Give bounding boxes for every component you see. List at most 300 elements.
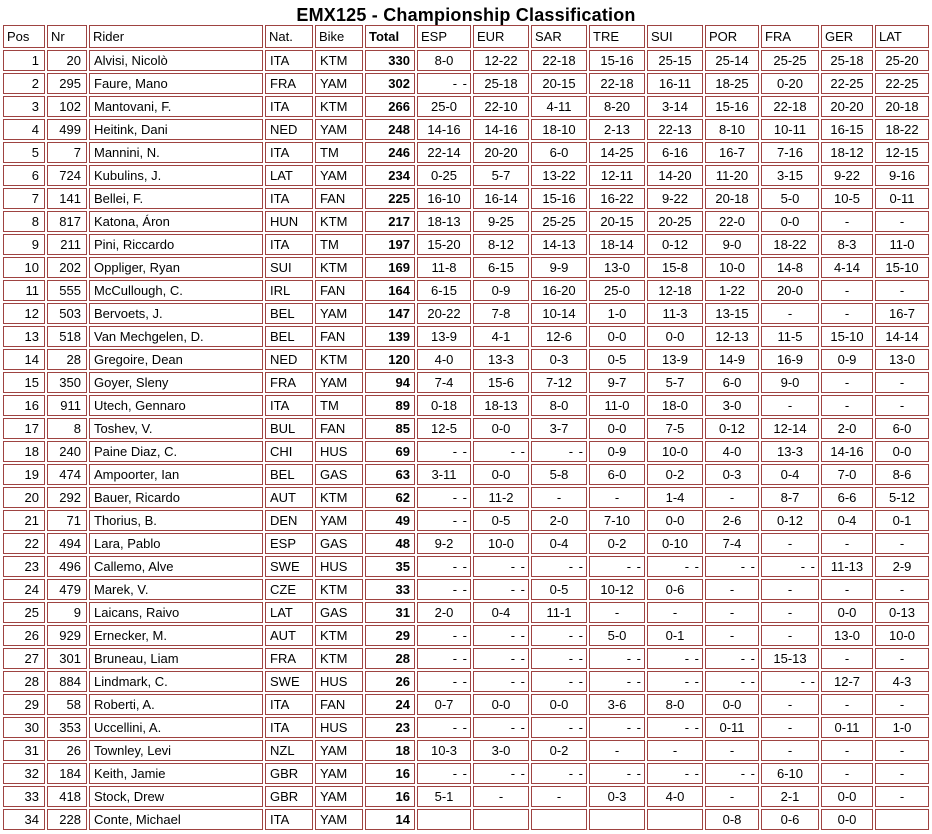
result-cell-eur: 16-14 [473, 188, 529, 209]
nr-cell: 724 [47, 165, 87, 186]
result-cell-tre: - - [589, 717, 645, 738]
rider-cell: Callemo, Alve [89, 556, 263, 577]
bike-cell: KTM [315, 487, 363, 508]
nr-cell: 555 [47, 280, 87, 301]
nat-cell: ITA [265, 234, 313, 255]
result-cell-por: 22-0 [705, 211, 759, 232]
result-cell-ger: 15-10 [821, 326, 873, 347]
pos-cell: 15 [3, 372, 45, 393]
rider-cell: Conte, Michael [89, 809, 263, 830]
result-cell-lat: - [875, 740, 929, 761]
nr-cell: 7 [47, 142, 87, 163]
result-cell-esp: 13-9 [417, 326, 471, 347]
result-cell-eur: 0-9 [473, 280, 529, 301]
result-cell-tre: - - [589, 648, 645, 669]
result-cell-tre: 8-20 [589, 96, 645, 117]
result-cell-lat: 8-6 [875, 464, 929, 485]
bike-cell: HUS [315, 717, 363, 738]
result-cell-esp: 4-0 [417, 349, 471, 370]
rider-cell: Lindmark, C. [89, 671, 263, 692]
nat-cell: SUI [265, 257, 313, 278]
nr-cell: 184 [47, 763, 87, 784]
nr-cell: 503 [47, 303, 87, 324]
result-cell-esp: 12-5 [417, 418, 471, 439]
nr-cell: 884 [47, 671, 87, 692]
rider-cell: Ernecker, M. [89, 625, 263, 646]
nr-cell: 9 [47, 602, 87, 623]
result-cell-ger: - [821, 763, 873, 784]
result-cell-esp: - - [417, 556, 471, 577]
nr-cell: 26 [47, 740, 87, 761]
pos-cell: 30 [3, 717, 45, 738]
result-cell-esp: - - [417, 579, 471, 600]
result-cell-sar: 8-0 [531, 395, 587, 416]
result-cell-sui: - - [647, 717, 703, 738]
bike-cell: YAM [315, 372, 363, 393]
result-cell-lat: 14-14 [875, 326, 929, 347]
result-cell-fra: 0-4 [761, 464, 819, 485]
result-cell-eur: - - [473, 441, 529, 462]
result-cell-por: 0-0 [705, 694, 759, 715]
bike-cell: YAM [315, 809, 363, 830]
result-cell-sar: - - [531, 648, 587, 669]
nat-cell: GBR [265, 786, 313, 807]
result-cell-fra: - [761, 625, 819, 646]
result-cell-eur: - - [473, 556, 529, 577]
nr-cell: 211 [47, 234, 87, 255]
nat-cell: NED [265, 349, 313, 370]
nat-cell: LAT [265, 165, 313, 186]
result-cell-sar: 10-14 [531, 303, 587, 324]
pos-cell: 8 [3, 211, 45, 232]
column-header-sar: SAR [531, 25, 587, 48]
result-cell-lat: 15-10 [875, 257, 929, 278]
nat-cell: ITA [265, 188, 313, 209]
result-cell-por: 7-4 [705, 533, 759, 554]
result-cell-fra: 16-9 [761, 349, 819, 370]
result-cell-por: 16-7 [705, 142, 759, 163]
result-cell-tre: - - [589, 763, 645, 784]
result-cell-ger: - [821, 280, 873, 301]
result-cell-sar [531, 809, 587, 830]
result-cell-sar: 14-13 [531, 234, 587, 255]
result-cell-esp: 22-14 [417, 142, 471, 163]
result-cell-eur: 14-16 [473, 119, 529, 140]
result-cell-por: 2-6 [705, 510, 759, 531]
bike-cell: KTM [315, 349, 363, 370]
rider-row [3, 533, 929, 554]
result-cell-lat: - [875, 786, 929, 807]
result-cell-ger: 22-25 [821, 73, 873, 94]
result-cell-ger: - [821, 303, 873, 324]
pos-cell: 33 [3, 786, 45, 807]
result-cell-tre: - - [589, 671, 645, 692]
result-cell-ger: 12-7 [821, 671, 873, 692]
result-cell-ger: 25-18 [821, 50, 873, 71]
total-cell: 29 [365, 625, 415, 646]
result-cell-tre: 25-0 [589, 280, 645, 301]
total-cell: 24 [365, 694, 415, 715]
nat-cell: FRA [265, 73, 313, 94]
rider-cell: Stock, Drew [89, 786, 263, 807]
rider-row [3, 694, 929, 715]
result-cell-sar: 15-16 [531, 188, 587, 209]
bike-cell: YAM [315, 763, 363, 784]
nr-cell: 240 [47, 441, 87, 462]
nr-cell: 350 [47, 372, 87, 393]
result-cell-lat: - [875, 211, 929, 232]
bike-cell: YAM [315, 73, 363, 94]
result-cell-ger: 13-0 [821, 625, 873, 646]
result-cell-sui: 4-0 [647, 786, 703, 807]
result-cell-sar: 0-5 [531, 579, 587, 600]
result-cell-fra: - [761, 602, 819, 623]
result-cell-sar: - - [531, 556, 587, 577]
rider-cell: Goyer, Sleny [89, 372, 263, 393]
result-cell-esp: - - [417, 717, 471, 738]
result-cell-sui: 8-0 [647, 694, 703, 715]
column-header-fra: FRA [761, 25, 819, 48]
nr-cell: 817 [47, 211, 87, 232]
result-cell-esp: - - [417, 441, 471, 462]
nat-cell: ITA [265, 694, 313, 715]
result-cell-sar: 2-0 [531, 510, 587, 531]
result-cell-fra: - [761, 303, 819, 324]
result-cell-sui: 5-7 [647, 372, 703, 393]
result-cell-por: 9-0 [705, 234, 759, 255]
total-cell: 18 [365, 740, 415, 761]
result-cell-por: 0-12 [705, 418, 759, 439]
result-cell-sui: 20-25 [647, 211, 703, 232]
result-cell-tre: 13-0 [589, 257, 645, 278]
result-cell-por: - [705, 579, 759, 600]
nr-cell: 301 [47, 648, 87, 669]
rider-cell: Marek, V. [89, 579, 263, 600]
result-cell-por: 3-0 [705, 395, 759, 416]
result-cell-por: 15-16 [705, 96, 759, 117]
nat-cell: FRA [265, 372, 313, 393]
result-cell-tre: - [589, 740, 645, 761]
result-cell-tre: 2-13 [589, 119, 645, 140]
result-cell-esp: 14-16 [417, 119, 471, 140]
rider-cell: Toshev, V. [89, 418, 263, 439]
bike-cell: KTM [315, 625, 363, 646]
result-cell-fra: - [761, 694, 819, 715]
pos-cell: 31 [3, 740, 45, 761]
result-cell-eur: - [473, 786, 529, 807]
result-cell-tre: 12-11 [589, 165, 645, 186]
nat-cell: BEL [265, 326, 313, 347]
result-cell-lat: 4-3 [875, 671, 929, 692]
pos-cell: 11 [3, 280, 45, 301]
result-cell-tre: 0-9 [589, 441, 645, 462]
result-cell-lat: - [875, 280, 929, 301]
rider-row [3, 96, 929, 117]
result-cell-fra: 3-15 [761, 165, 819, 186]
result-cell-sui: 16-11 [647, 73, 703, 94]
nat-cell: SWE [265, 556, 313, 577]
nr-cell: 418 [47, 786, 87, 807]
total-cell: 197 [365, 234, 415, 255]
result-cell-sui: 14-20 [647, 165, 703, 186]
rider-cell: Van Mechgelen, D. [89, 326, 263, 347]
result-cell-fra: 13-3 [761, 441, 819, 462]
result-cell-lat: - [875, 763, 929, 784]
total-cell: 28 [365, 648, 415, 669]
total-cell: 120 [365, 349, 415, 370]
result-cell-por: 11-20 [705, 165, 759, 186]
result-cell-eur: 0-4 [473, 602, 529, 623]
result-cell-sui: 9-22 [647, 188, 703, 209]
result-cell-sui: 0-0 [647, 326, 703, 347]
result-cell-esp: - - [417, 487, 471, 508]
result-cell-tre: 16-22 [589, 188, 645, 209]
result-cell-sui: 0-2 [647, 464, 703, 485]
result-cell-eur: 12-22 [473, 50, 529, 71]
column-header-total: Total [365, 25, 415, 48]
rider-row [3, 441, 929, 462]
result-cell-fra: 5-0 [761, 188, 819, 209]
total-cell: 85 [365, 418, 415, 439]
bike-cell: KTM [315, 257, 363, 278]
nat-cell: BEL [265, 464, 313, 485]
result-cell-fra: 14-8 [761, 257, 819, 278]
result-cell-esp: 8-0 [417, 50, 471, 71]
result-cell-ger: 16-15 [821, 119, 873, 140]
pos-cell: 18 [3, 441, 45, 462]
nat-cell: HUN [265, 211, 313, 232]
total-cell: 31 [365, 602, 415, 623]
result-cell-sar: - [531, 487, 587, 508]
header-row [3, 25, 929, 48]
bike-cell: TM [315, 142, 363, 163]
nr-cell: 141 [47, 188, 87, 209]
result-cell-por: 10-0 [705, 257, 759, 278]
result-cell-fra: 25-25 [761, 50, 819, 71]
total-cell: 14 [365, 809, 415, 830]
rider-row [3, 395, 929, 416]
result-cell-sui: 10-0 [647, 441, 703, 462]
result-cell-sui: - - [647, 671, 703, 692]
result-cell-por: 18-25 [705, 73, 759, 94]
result-cell-ger: 18-12 [821, 142, 873, 163]
rider-row [3, 487, 929, 508]
pos-cell: 32 [3, 763, 45, 784]
result-cell-tre: 0-0 [589, 418, 645, 439]
result-cell-tre: - [589, 487, 645, 508]
result-cell-lat: 16-7 [875, 303, 929, 324]
rider-cell: Thorius, B. [89, 510, 263, 531]
total-cell: 94 [365, 372, 415, 393]
pos-cell: 26 [3, 625, 45, 646]
pos-cell: 27 [3, 648, 45, 669]
rider-row [3, 579, 929, 600]
nat-cell: AUT [265, 487, 313, 508]
result-cell-lat: 25-20 [875, 50, 929, 71]
rider-cell: Ampoorter, Ian [89, 464, 263, 485]
result-cell-por: 0-8 [705, 809, 759, 830]
result-cell-esp: 9-2 [417, 533, 471, 554]
result-cell-esp: 11-8 [417, 257, 471, 278]
column-header-por: POR [705, 25, 759, 48]
pos-cell: 14 [3, 349, 45, 370]
result-cell-sar: 0-2 [531, 740, 587, 761]
nr-cell: 28 [47, 349, 87, 370]
bike-cell: FAN [315, 326, 363, 347]
table-body [3, 50, 929, 830]
result-cell-sar: 22-18 [531, 50, 587, 71]
result-cell-sar: 18-10 [531, 119, 587, 140]
total-cell: 302 [365, 73, 415, 94]
result-cell-sar: 6-0 [531, 142, 587, 163]
pos-cell: 28 [3, 671, 45, 692]
result-cell-eur: 0-0 [473, 418, 529, 439]
result-cell-sui: 0-10 [647, 533, 703, 554]
result-cell-fra: - - [761, 556, 819, 577]
result-cell-fra: 0-20 [761, 73, 819, 94]
result-cell-esp: 7-4 [417, 372, 471, 393]
nr-cell: 499 [47, 119, 87, 140]
column-header-nat: Nat. [265, 25, 313, 48]
result-cell-lat: 22-25 [875, 73, 929, 94]
result-cell-sui: 0-0 [647, 510, 703, 531]
result-cell-fra: 7-16 [761, 142, 819, 163]
result-cell-lat: 6-0 [875, 418, 929, 439]
result-cell-ger: 4-14 [821, 257, 873, 278]
nr-cell: 479 [47, 579, 87, 600]
result-cell-tre: 11-0 [589, 395, 645, 416]
result-cell-fra: - [761, 717, 819, 738]
result-cell-por: - - [705, 648, 759, 669]
nat-cell: ITA [265, 395, 313, 416]
result-cell-por: 0-3 [705, 464, 759, 485]
result-cell-sar: 12-6 [531, 326, 587, 347]
nat-cell: ITA [265, 96, 313, 117]
rider-cell: Paine Diaz, C. [89, 441, 263, 462]
result-cell-por: - - [705, 556, 759, 577]
result-cell-lat: - [875, 395, 929, 416]
result-cell-esp: 3-11 [417, 464, 471, 485]
result-cell-fra: - [761, 395, 819, 416]
result-cell-esp: 18-13 [417, 211, 471, 232]
pos-cell: 1 [3, 50, 45, 71]
rider-cell: Bellei, F. [89, 188, 263, 209]
total-cell: 16 [365, 763, 415, 784]
result-cell-esp: - - [417, 671, 471, 692]
result-cell-eur: 13-3 [473, 349, 529, 370]
column-header-tre: TRE [589, 25, 645, 48]
result-cell-tre: 1-0 [589, 303, 645, 324]
nr-cell: 102 [47, 96, 87, 117]
total-cell: 246 [365, 142, 415, 163]
result-cell-sar: - - [531, 625, 587, 646]
rider-row [3, 119, 929, 140]
nr-cell: 353 [47, 717, 87, 738]
result-cell-sar: 3-7 [531, 418, 587, 439]
result-cell-esp: - - [417, 648, 471, 669]
bike-cell: KTM [315, 579, 363, 600]
bike-cell: GAS [315, 533, 363, 554]
rider-cell: Keith, Jamie [89, 763, 263, 784]
result-cell-fra: 22-18 [761, 96, 819, 117]
pos-cell: 21 [3, 510, 45, 531]
rider-row [3, 717, 929, 738]
rider-row [3, 257, 929, 278]
total-cell: 33 [365, 579, 415, 600]
result-cell-lat: 10-0 [875, 625, 929, 646]
result-cell-fra: 0-12 [761, 510, 819, 531]
nat-cell: NZL [265, 740, 313, 761]
result-cell-fra: - - [761, 671, 819, 692]
result-cell-fra: 9-0 [761, 372, 819, 393]
bike-cell: HUS [315, 556, 363, 577]
result-cell-sui: 3-14 [647, 96, 703, 117]
result-cell-por: 6-0 [705, 372, 759, 393]
classification-table [1, 23, 931, 832]
result-cell-tre: 0-3 [589, 786, 645, 807]
rider-cell: Utech, Gennaro [89, 395, 263, 416]
result-cell-lat: 0-13 [875, 602, 929, 623]
result-cell-eur: - - [473, 763, 529, 784]
pos-cell: 7 [3, 188, 45, 209]
nr-cell: 202 [47, 257, 87, 278]
result-cell-por: 13-15 [705, 303, 759, 324]
total-cell: 89 [365, 395, 415, 416]
total-cell: 225 [365, 188, 415, 209]
rider-cell: Bervoets, J. [89, 303, 263, 324]
total-cell: 248 [365, 119, 415, 140]
result-cell-por: - - [705, 671, 759, 692]
result-cell-tre: 0-2 [589, 533, 645, 554]
result-cell-ger: 0-0 [821, 809, 873, 830]
result-cell-fra: - [761, 579, 819, 600]
rider-row [3, 50, 929, 71]
result-cell-por: 25-14 [705, 50, 759, 71]
pos-cell: 17 [3, 418, 45, 439]
result-cell-ger: - [821, 694, 873, 715]
result-cell-esp: 5-1 [417, 786, 471, 807]
nat-cell: AUT [265, 625, 313, 646]
nr-cell: 292 [47, 487, 87, 508]
bike-cell: FAN [315, 188, 363, 209]
bike-cell: YAM [315, 303, 363, 324]
result-cell-ger: 0-0 [821, 602, 873, 623]
result-cell-lat: 11-0 [875, 234, 929, 255]
total-cell: 139 [365, 326, 415, 347]
result-cell-lat: - [875, 579, 929, 600]
pos-cell: 24 [3, 579, 45, 600]
result-cell-sui: 15-8 [647, 257, 703, 278]
result-cell-sui: 0-12 [647, 234, 703, 255]
rider-row [3, 625, 929, 646]
bike-cell: YAM [315, 740, 363, 761]
bike-cell: HUS [315, 671, 363, 692]
result-cell-tre: - [589, 602, 645, 623]
result-cell-ger: 0-11 [821, 717, 873, 738]
result-cell-por: 4-0 [705, 441, 759, 462]
bike-cell: FAN [315, 694, 363, 715]
rider-row [3, 142, 929, 163]
result-cell-ger: 14-16 [821, 441, 873, 462]
nat-cell: CHI [265, 441, 313, 462]
result-cell-sar: 13-22 [531, 165, 587, 186]
nat-cell: ITA [265, 809, 313, 830]
result-cell-lat: 20-18 [875, 96, 929, 117]
result-cell-ger: 0-0 [821, 786, 873, 807]
rider-cell: Townley, Levi [89, 740, 263, 761]
result-cell-ger: 6-6 [821, 487, 873, 508]
result-cell-esp: 0-18 [417, 395, 471, 416]
